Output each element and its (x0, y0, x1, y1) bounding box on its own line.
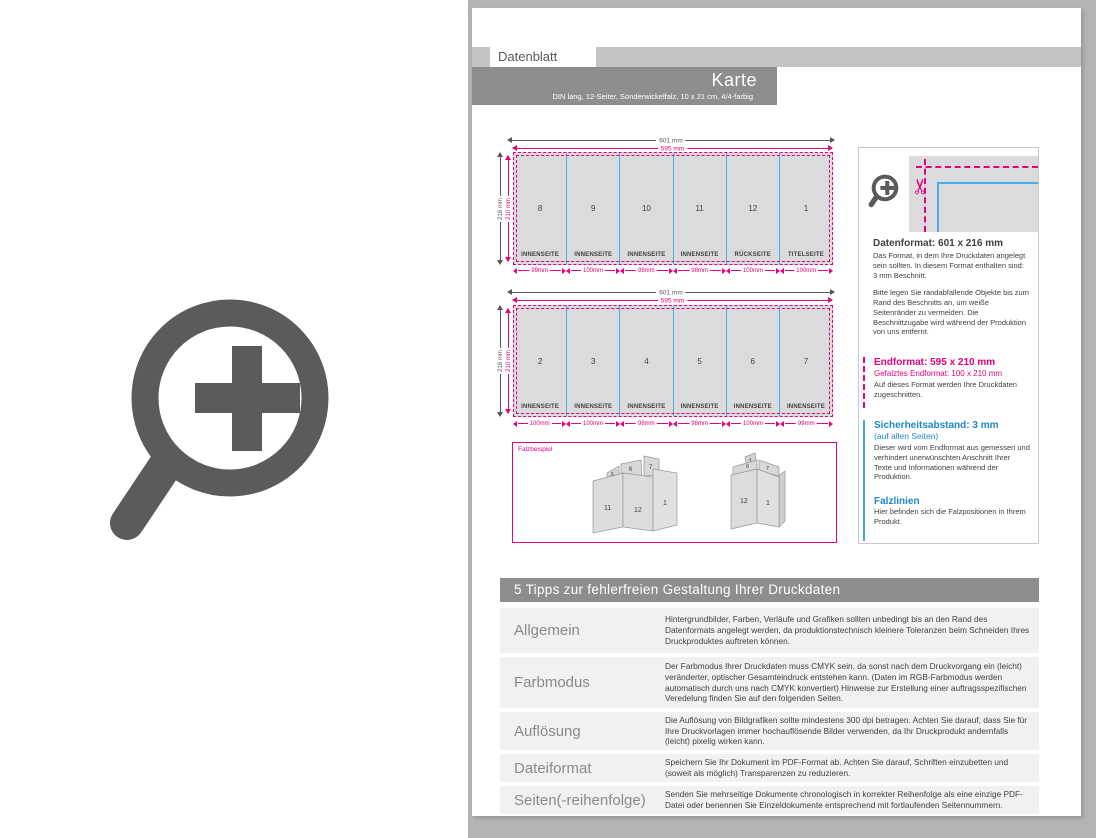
tip-label: Allgemein (514, 622, 580, 639)
svg-text:11: 11 (604, 505, 612, 512)
bleed-corner-illustration (909, 156, 1038, 232)
trim-line-vertical (924, 159, 926, 232)
panel-9: 9 INNENSEITE (567, 153, 620, 264)
tip-row-dateiformat (500, 754, 1039, 782)
panel-11: 11 INNENSEITE (674, 153, 727, 264)
tip-text: Senden Sie mehrseitige Dokumente chronologisch in korrekter Reihenfolge als eine einzige PDF-Datei oder benennen Sie Einzeldokumente entsprechend mit fortlaufenden Seitennummern. (665, 789, 1023, 810)
tip-label: Farbmodus (514, 674, 590, 691)
sicherheitsabstand-text: Dieser wird vom Endformat aus gemessen und verhindert unerwünschten Anschnitt Ihrer Texte und Informationen während der Produktion. (874, 443, 1030, 482)
tip-text: Hintergrundbilder, Farben, Verläufe und Grafiken sollten unbedingt bis an den Rand des Datenformats angelegt werden, da produktionstechnisch kleinere Toleranzen beim Schneiden Ihres Druckproduktes auftreten können. (665, 614, 1030, 646)
fold-illustration-open (585, 451, 700, 537)
tip-label: Auflösung (514, 722, 581, 740)
panel-1: 1 TITELSEITE (787, 204, 824, 258)
sicherheitsabstand-title: Sicherheitsabstand: 3 mm (874, 420, 999, 431)
width-dim: 100mm (566, 265, 619, 276)
svg-text:1: 1 (766, 500, 770, 507)
page-subtitle: DIN lang, 12-Seiter, Sonderwickelfalz, 10 x 21 cm, 4/4-farbig (552, 92, 753, 101)
panel-6: 6 INNENSEITE (727, 306, 780, 416)
svg-text:6: 6 (629, 467, 633, 473)
sicherheitsabstand-subtitle: (auf allen Seiten) (874, 431, 939, 441)
d2-endformat-height-dim: 210 mm (504, 308, 513, 414)
panel-7: 7 INNENSEITE (786, 356, 825, 410)
d1-endformat-height-dim: 210 mm (504, 155, 513, 262)
endformat-text: Auf dieses Format werden Ihre Druckdaten zugeschnitten. (874, 380, 1017, 399)
d2-datenformat-width-dim: 601 mm (507, 288, 835, 297)
svg-text:12: 12 (740, 498, 748, 505)
format-info-sidebar (858, 147, 1039, 544)
scissors-icon: ✂ (909, 177, 933, 196)
tip-row-aufloesung (500, 712, 1039, 750)
d2-endformat-width-dim: 595 mm (512, 296, 833, 305)
svg-text:7: 7 (649, 465, 653, 471)
width-dim: 100mm (566, 418, 619, 429)
width-dim: 99mm (780, 418, 833, 429)
d2-datenformat-height-dim: 216 mm (496, 305, 505, 417)
d1-datenformat-height-dim: 216 mm (496, 152, 505, 265)
title-bar (472, 67, 777, 105)
d2-panel-widths (513, 418, 833, 429)
tip-label: Dateiformat (514, 759, 592, 777)
datenformat-text-2: Bitte legen Sie randabfallende Objekte bis zum Rand des Beschnitts an, um weiße Seitenränder zu vermeiden. Die Beschnittzugabe wird während der Produktion von uns entfernt. (873, 288, 1029, 337)
fold-illustration-closed (721, 451, 801, 537)
svg-text:7: 7 (766, 466, 770, 472)
fold-example-label: Falzbeispiel (518, 446, 553, 453)
width-dim: 100mm (513, 418, 566, 429)
svg-text:5: 5 (611, 472, 614, 478)
falzlinien-section (874, 496, 1030, 527)
d1-endformat-width-dim: 595 mm (512, 144, 833, 153)
page-title: Karte (711, 70, 757, 90)
trim-line-horizontal (916, 166, 1038, 168)
svg-text:6: 6 (746, 464, 750, 470)
panel-12: 12 RÜCKSEITE (727, 153, 780, 264)
width-dim: 98mm (673, 265, 726, 276)
panel-2: 2 INNENSEITE (514, 306, 567, 416)
tip-row-allgemein (500, 608, 1039, 653)
fold-line-corner (937, 182, 1038, 232)
datenformat-section (873, 238, 1030, 345)
width-dim: 100mm (780, 265, 833, 276)
tips-header: 5 Tipps zur fehlerfreien Gestaltung Ihrer Druckdaten (500, 578, 1039, 602)
svg-text:12: 12 (634, 507, 642, 514)
endformat-title: Endformat: 595 x 210 mm (874, 357, 996, 368)
panel-8: 8 INNENSEITE (514, 153, 567, 264)
d1-datenformat-width-dim: 601 mm (507, 136, 835, 145)
magnifier-icon (867, 172, 903, 209)
datenformat-title: Datenformat: 601 x 216 mm (873, 238, 1004, 249)
panel-5: 5 INNENSEITE (674, 306, 727, 416)
datenformat-text-1: Das Format, in dem Ihre Druckdaten angelegt sein sollten. In diesem Format enthalten sind: 3 mm Beschnitt. (873, 251, 1026, 280)
endformat-subtitle: Gefalztes Endformat: 100 x 210 mm (874, 369, 1003, 378)
falzlinien-text: Hier befinden sich die Falzpositionen in Ihrem Produkt. (874, 507, 1026, 526)
width-dim: 99mm (513, 265, 566, 276)
width-dim: 100mm (726, 265, 779, 276)
diagram-pages-8-1 (513, 152, 833, 265)
diagram-pages-2-7 (513, 305, 833, 417)
endformat-section (863, 357, 1030, 408)
panel-3: 3 INNENSEITE (567, 306, 620, 416)
datenblatt-tab: Datenblatt (490, 46, 596, 67)
panel-4: 4 INNENSEITE (620, 306, 673, 416)
zoom-plus-icon[interactable] (95, 280, 365, 555)
tip-text: Der Farbmodus Ihrer Druckdaten muss CMYK sein, da sonst nach dem Druckvorgang ein (leicht) veränderter, optischer Gesamteindruck entstehen kann. (Daten im RGB-Farbmodus werden automatisch durch uns nach CMYK konvertiert) Hinweise zur Erstellung einer auftragsspezifischen Veredelung finden Sie auf den folgenden Seiten. (665, 660, 1027, 704)
tip-row-seitenreihenfolge (500, 786, 1039, 814)
svg-text:1: 1 (663, 500, 667, 507)
width-dim: 98mm (620, 418, 673, 429)
document-surround (468, 0, 1096, 838)
safety-sections (863, 420, 1030, 541)
fold-example-box (512, 442, 837, 543)
panel-10: 10 INNENSEITE (620, 153, 673, 264)
sicherheitsabstand-section (874, 420, 1030, 482)
d1-panel-widths (513, 265, 833, 276)
width-dim: 98mm (673, 418, 726, 429)
width-dim: 98mm (620, 265, 673, 276)
tip-row-farbmodus (500, 657, 1039, 708)
tip-label: Seiten(-reihenfolge) (514, 791, 646, 809)
width-dim: 100mm (726, 418, 779, 429)
tip-text: Die Auflösung von Bildgrafiken sollte mindestens 300 dpi betragen. Achten Sie darauf, dass Sie für Ihre Druckvorlagen immer hochauflösende Bilder verwenden, da Ihr Druckprodukt andernfalls (leicht) pixelig wirken kann. (665, 714, 1028, 747)
svg-text:4: 4 (749, 457, 752, 462)
falzlinien-title: Falzlinien (874, 496, 920, 507)
tip-text: Speichern Sie Ihr Dokument im PDF-Format ab. Achten Sie darauf, Schriften einzubetten und (soweit als möglich) Transparenzen zu reduzieren. (665, 757, 1009, 778)
datasheet-page (472, 8, 1081, 816)
